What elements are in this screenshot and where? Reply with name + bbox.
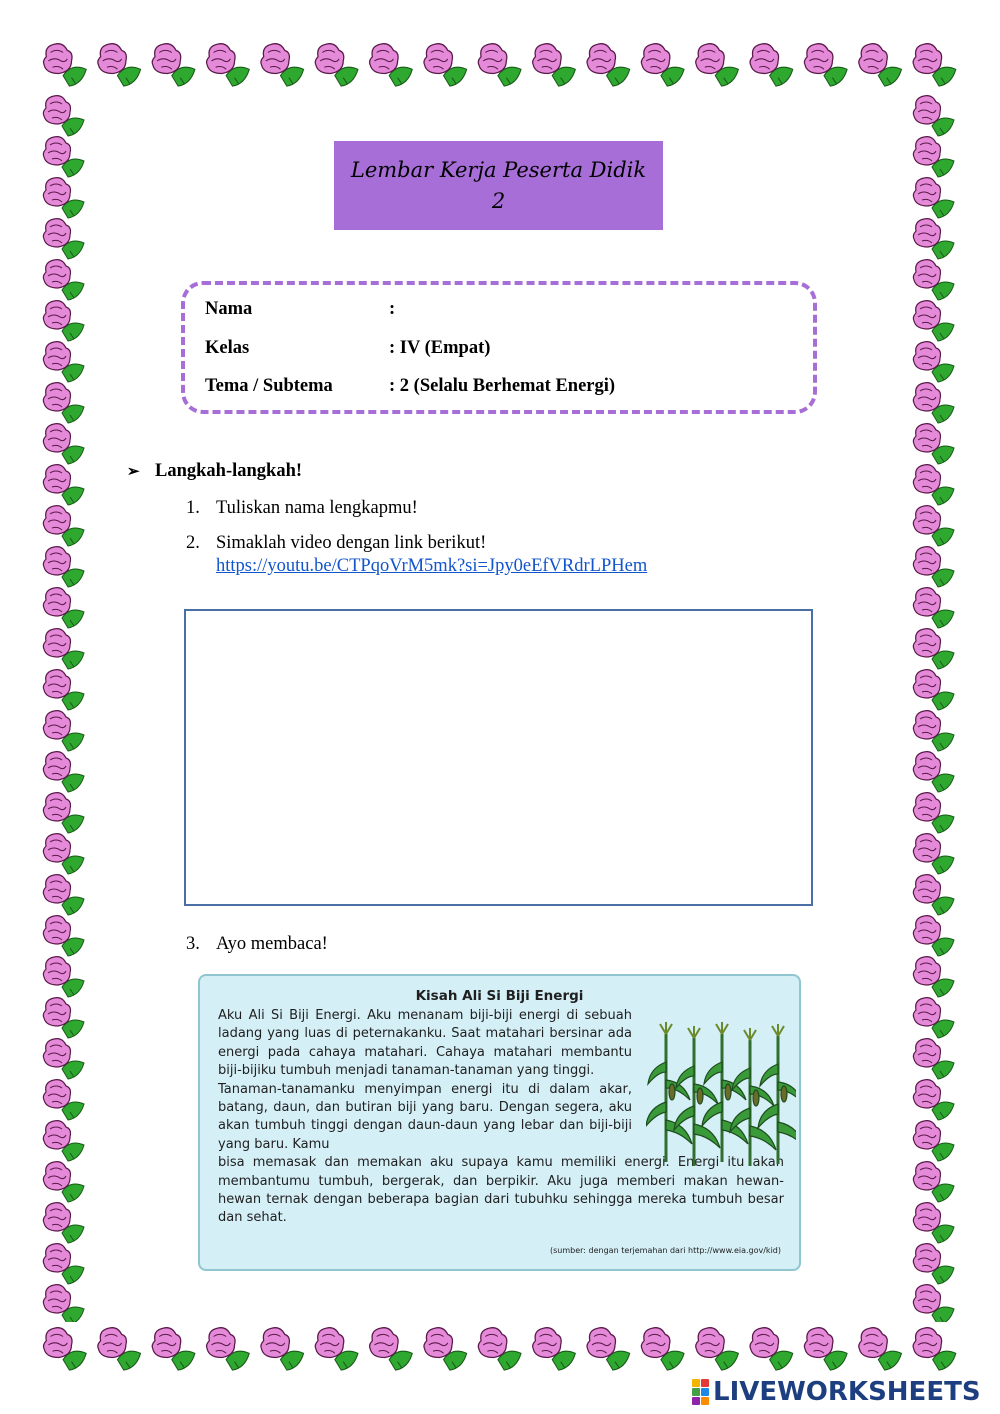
reading-title: Kisah Ali Si Biji Energi bbox=[415, 988, 584, 1004]
step-number: 1. bbox=[186, 498, 200, 518]
flower-border-left bbox=[38, 92, 92, 1322]
step-number: 3. bbox=[186, 934, 200, 954]
corn-plants-icon bbox=[646, 1022, 796, 1166]
flower-border-right bbox=[908, 92, 962, 1322]
step-item-1 bbox=[186, 497, 418, 520]
liveworksheets-logo bbox=[692, 1377, 981, 1407]
reading-paragraph-2: Tanaman-tanamanku menyimpan energi itu di dalam akar, batang, daun, dan butiran biji yang baru. Dengan segera, aku akan tumbuh tinggi dengan daun-daun yang lebar dan biji-biji yang baru. Kamu bbox=[218, 1081, 632, 1152]
arrow-bullet-icon: ➢ bbox=[127, 464, 140, 480]
info-value: : IV (Empat) bbox=[389, 338, 491, 358]
step-text: Ayo membaca! bbox=[216, 934, 328, 954]
liveworksheets-logo-icon bbox=[692, 1379, 709, 1405]
step-item-3 bbox=[186, 933, 328, 956]
video-embed-area[interactable] bbox=[184, 609, 813, 906]
info-value: : 2 (Selalu Berhemat Energi) bbox=[389, 376, 616, 396]
info-row-nama bbox=[205, 299, 396, 320]
reading-paragraph-1: Aku Ali Si Biji Energi. Aku menanam biji-biji energi di sebuah ladang yang luas di peternakanku. Saat matahari bersinar ada energi pada cahaya matahari. Cahaya matahari membantu biji-bijiku tumbuh menjadi tanaman-tanaman yang tinggi. bbox=[218, 1008, 632, 1079]
worksheet-title: Lembar Kerja Peserta Didik bbox=[350, 157, 647, 182]
info-label: Tema / Subtema bbox=[205, 376, 333, 396]
step-text: Tuliskan nama lengkapmu! bbox=[216, 498, 418, 518]
steps-heading bbox=[127, 461, 302, 482]
step-item-2 bbox=[186, 532, 647, 578]
info-label: Kelas bbox=[205, 338, 250, 358]
reading-passage-box bbox=[198, 974, 801, 1271]
info-value[interactable]: : bbox=[389, 299, 396, 319]
info-label: Nama bbox=[205, 299, 253, 319]
video-link[interactable]: https://youtu.be/CTPqoVrM5mk?si=Jpy0eEfVRdrLPHem bbox=[216, 556, 648, 576]
reading-paragraph-3: bisa memasak dan memakan aku supaya kamu memiliki energi. Energi itu akan membantumu tumbuh, bergerak, dan berpikir. Aku juga memberi makan hewan-hewan ternak dengan beberapa bagian dari tubuhku sehingga mereka tumbuh besar dan sehat. bbox=[218, 1155, 784, 1226]
info-row-tema bbox=[205, 376, 616, 397]
reading-source: (sumber: dengan terjemahan dari http://www.eia.gov/kid) bbox=[549, 1246, 781, 1255]
step-number: 2. bbox=[186, 533, 200, 553]
info-row-kelas bbox=[205, 338, 491, 359]
worksheet-number: 2 bbox=[491, 188, 506, 213]
student-info-box bbox=[181, 281, 817, 414]
brand-name: LIVEWORKSHEETS bbox=[713, 1377, 981, 1407]
worksheet-title-box bbox=[334, 141, 663, 230]
flower-border-top bbox=[38, 38, 962, 92]
steps-heading-text: Langkah-langkah! bbox=[155, 461, 303, 481]
flower-border-bottom bbox=[38, 1322, 962, 1376]
step-text: Simaklah video dengan link berikut! bbox=[216, 533, 487, 553]
